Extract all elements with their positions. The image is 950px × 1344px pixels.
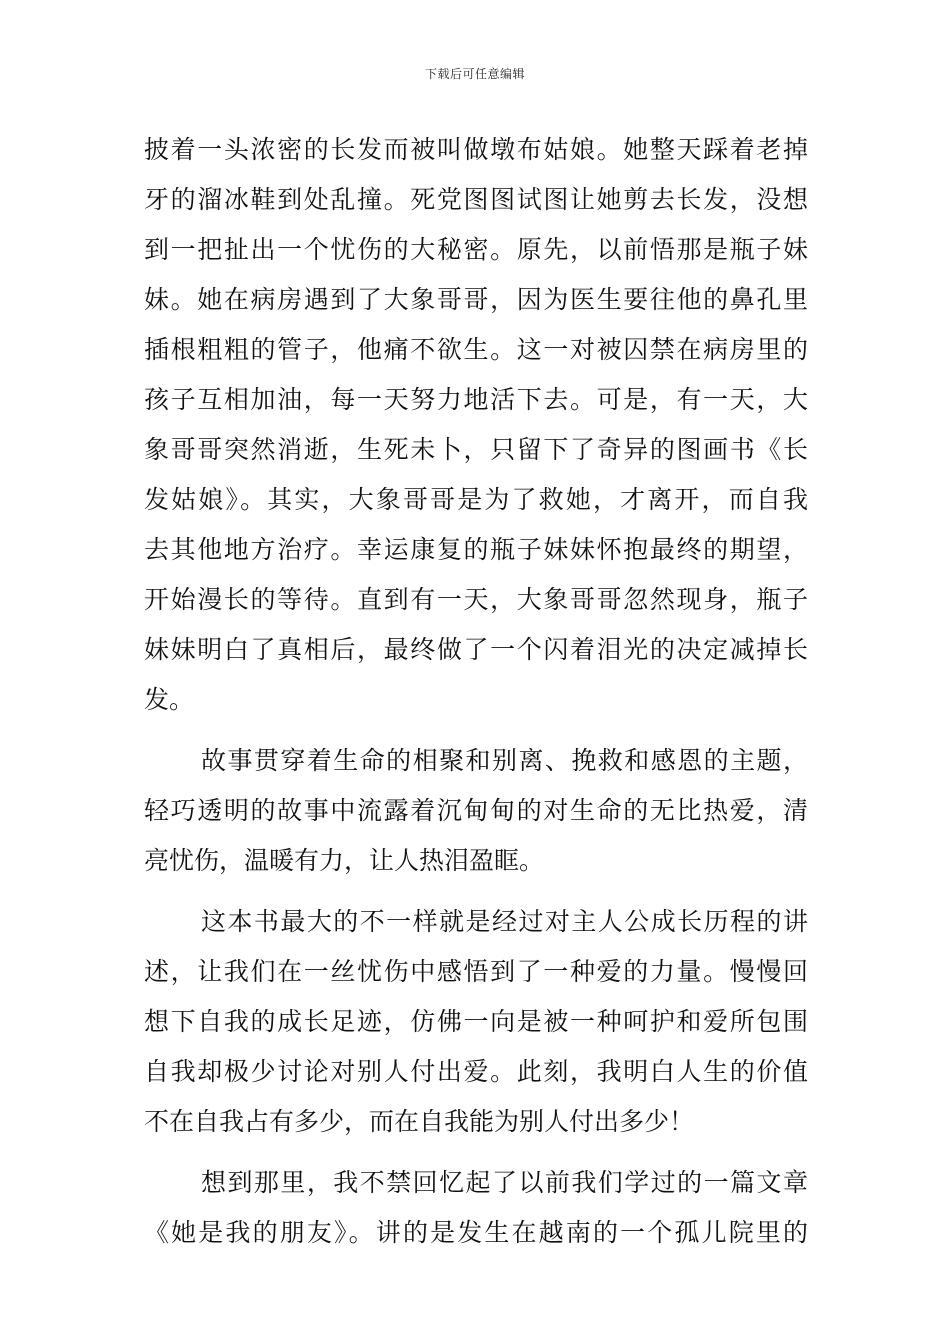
- paragraph-3: [144, 897, 808, 1147]
- text-line: 自我却极少讨论对别人付出爱。此刻，我明白人生的价值: [144, 1057, 808, 1086]
- text-line: 想下自我的成长足迹，仿佛一向是被一种呵护和爱所包围: [144, 1007, 808, 1036]
- text-line: 妹妹明白了真相后，最终做了一个闪着泪光的决定减掉长: [144, 635, 808, 664]
- text-line: 去其他地方治疗。幸运康复的瓶子妹妹怀抱最终的期望，: [144, 535, 808, 564]
- text-line: 想到那里，我不禁回忆起了以前我们学过的一篇文章: [201, 1168, 808, 1197]
- paragraph-4: [144, 1158, 808, 1258]
- paragraph-1: [144, 125, 808, 725]
- text-line: 亮忧伤，温暖有力，让人热泪盈眶。: [144, 846, 545, 875]
- text-line: 这本书最大的不一样就是经过对主人公成长历程的讲: [201, 907, 808, 936]
- text-line: 《她是我的朋友》。讲的是发生在越南的一个孤儿院里的: [144, 1218, 808, 1247]
- text-line: 妹。她在病房遇到了大象哥哥，因为医生要往他的鼻孔里: [144, 285, 808, 314]
- text-line: 插根粗粗的管子，他痛不欲生。这一对被囚禁在病房里的: [144, 335, 808, 364]
- page-header: 下载后可任意编辑: [424, 67, 525, 81]
- text-line: 牙的溜冰鞋到处乱撞。死党图图试图让她剪去长发，没想: [144, 185, 808, 214]
- text-line: 故事贯穿着生命的相聚和别离、挽救和感恩的主题，: [201, 746, 808, 775]
- text-line: 不在自我占有多少，而在自我能为别人付出多少！: [144, 1107, 695, 1136]
- text-line: 孩子互相加油，每一天努力地活下去。可是，有一天，大: [144, 385, 808, 414]
- text-line: 披着一头浓密的长发而被叫做墩布姑娘。她整天踩着老掉: [144, 135, 808, 164]
- document-body: [144, 125, 808, 1258]
- text-line: 象哥哥突然消逝，生死未卜，只留下了奇异的图画书《长: [144, 435, 808, 464]
- text-line: 到一把扯出一个忧伤的大秘密。原先，以前悟那是瓶子妹: [144, 235, 808, 264]
- text-line: 轻巧透明的故事中流露着沉甸甸的对生命的无比热爱，清: [144, 796, 808, 825]
- text-line: 开始漫长的等待。直到有一天，大象哥哥忽然现身，瓶子: [144, 585, 808, 614]
- text-line: 发。: [144, 685, 195, 714]
- text-line: 发姑娘》。其实，大象哥哥是为了救她，才离开，而自我: [144, 485, 808, 514]
- paragraph-2: [144, 736, 808, 886]
- text-line: 述，让我们在一丝忧伤中感悟到了一种爱的力量。慢慢回: [144, 957, 808, 986]
